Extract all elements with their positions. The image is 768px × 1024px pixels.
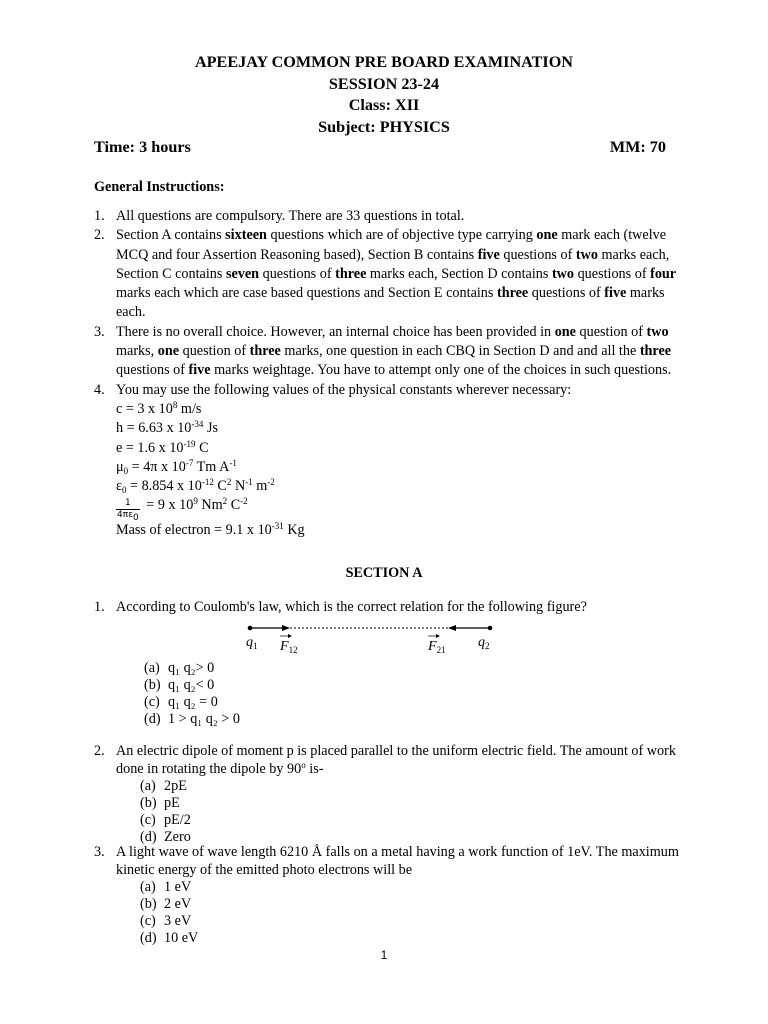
option-a[interactable]: (a) q₁ q₂> 0 <box>144 660 215 676</box>
instructions-list <box>94 207 684 541</box>
option-d[interactable]: (d) Zero <box>140 829 191 845</box>
option-b[interactable]: (b) 2 eV <box>140 896 192 912</box>
instruction-item: 4. You may use the following values of the physical constants wherever necessary: c = 3 x $10^8$ m/s h = 6.63 x $10^{-34}$ Js e = 1.6 x $10^{-19}$ C $\mu_0 = 4\pi$ x $10^{-7}$ Tm $A^{-1}$ $\varepsilon_0 = 8.854$ x $10^{-12}$ $C^2$ $N^{-1}$ $m^{-2}$ $\frac{1}{4\pi\varepsilon_0}$ = 9 x $10^9$ Nm$^2$ $C^{-2}$ Mass of electron = 9.1 x $10^{-31}$ Kg <box>94 381 684 541</box>
fraction: $\frac{1}{4\pi\varepsilon_0}$ <box>117 498 139 524</box>
instruction-item: 1. All questions are compulsory. There are 33 questions in total. <box>94 208 465 224</box>
question-text: According to Coulomb's law, which is the correct relation for the following figure? <box>116 599 587 615</box>
option-b[interactable]: (b) pE <box>140 795 180 811</box>
option-c[interactable]: (c) q₁ q₂ = 0 <box>144 694 218 710</box>
option-a[interactable]: (a) 1 eV <box>140 879 192 895</box>
time-label: Time: 3 hours <box>94 138 191 156</box>
vector-head-f21 <box>436 634 440 638</box>
constant-electron-mass: Mass of electron = 9.1 x $10^{-31}$ Kg <box>116 521 305 539</box>
exam-header <box>0 52 768 138</box>
label-q2: $q_2$ <box>478 635 490 651</box>
instruction-item: 3. There is no overall choice. However, an internal choice has been provided in one question of two marks, one question of three marks, one question in each CBQ in Section D and and all the three questions of five marks weightage. You have to attempt only one of the choices in such questions. <box>94 323 672 379</box>
label-q1: $q_1$ <box>246 635 258 651</box>
question-text: An electric dipole of moment p is placed parallel to the uniform electric field. The amount of work done in rotating the dipole by 90$^o$ is- <box>116 743 676 777</box>
force-f12-arrowhead <box>282 625 290 631</box>
constant-h: h = 6.63 x $10^{-34}$ Js <box>116 419 218 437</box>
option-d[interactable]: (d) 10 eV <box>140 930 199 946</box>
question-1-options <box>144 660 444 728</box>
constant-mu0: $\mu_0 = 4\pi$ x $10^{-7}$ Tm $A^{-1}$ <box>116 457 237 476</box>
page-number: 1 <box>380 948 388 962</box>
max-marks-label: MM: 70 <box>609 138 666 156</box>
option-c[interactable]: (c) pE/2 <box>140 812 191 828</box>
instruction-item: 2. Section A contains sixteen questions which are of objective type carrying one mark each (twelve MCQ and four Assertion Reasoning based), Section B contains five questions of two marks each, Section C contains seven questions of three marks each, Section D contains two questions of four marks each which are case based questions and Section E contains three questions of five marks each. <box>94 227 677 321</box>
force-f21-arrowhead <box>448 625 456 631</box>
option-d[interactable]: (d) 1 > q₁ q₂ > 0 <box>144 711 241 727</box>
question-1: 1. According to Coulomb's law, which is the correct relation for the following figure? <box>94 598 684 616</box>
option-b[interactable]: (b) q₁ q₂< 0 <box>144 677 215 693</box>
constant-k: $\frac{1}{4\pi\varepsilon_0}$ = 9 x $10^9$ Nm$^2$ $C^{-2}$ <box>117 496 248 524</box>
charge-q2-dot <box>488 626 493 631</box>
session: SESSION 23-24 <box>328 74 440 93</box>
section-title: SECTION A <box>345 565 423 581</box>
constant-eps0: $\varepsilon_0 = 8.854$ x $10^{-12}$ $C^2$ $N^{-1}$ $m^{-2}$ <box>116 477 275 496</box>
constant-c: c = 3 x $10^8$ m/s <box>116 399 202 417</box>
charge-q1-dot <box>248 626 253 631</box>
option-a[interactable]: (a) 2pE <box>140 778 187 794</box>
exam-title: APEEJAY COMMON PRE BOARD EXAMINATION <box>194 53 573 71</box>
time-marks-row <box>94 138 666 157</box>
question-text: A light wave of wave length 6210 Å falls on a metal having a work function of 1eV. The maximum kinetic energy of the emitted photo electrons will be <box>116 844 679 878</box>
label-f12: $F_{12}$ <box>280 639 298 655</box>
class-label: Class: XII <box>348 96 420 114</box>
coulomb-figure <box>240 624 500 664</box>
label-f21: $F_{21}$ <box>428 639 446 655</box>
option-c[interactable]: (c) 3 eV <box>140 913 192 929</box>
subject-label: Subject: PHYSICS <box>318 117 450 136</box>
instructions-heading: General Instructions: <box>94 179 225 195</box>
question-3: 3. A light wave of wave length 6210 Å falls on a metal having a work function of 1eV. The maximum kinetic energy of the emitted photo electrons will be (a) 1 eV (b) 2 eV (c) 3 eV (d) 10 eV <box>94 843 684 947</box>
question-2: 2. An electric dipole of moment p is placed parallel to the uniform electric field. The amount of work done in rotating the dipole by 90$^o$ is- (a) 2pE (b) pE (c) pE/2 (d) Zero <box>94 742 684 846</box>
vector-head-f12 <box>288 634 292 638</box>
constant-e: e = 1.6 x $10^{-19}$ C <box>116 438 209 456</box>
